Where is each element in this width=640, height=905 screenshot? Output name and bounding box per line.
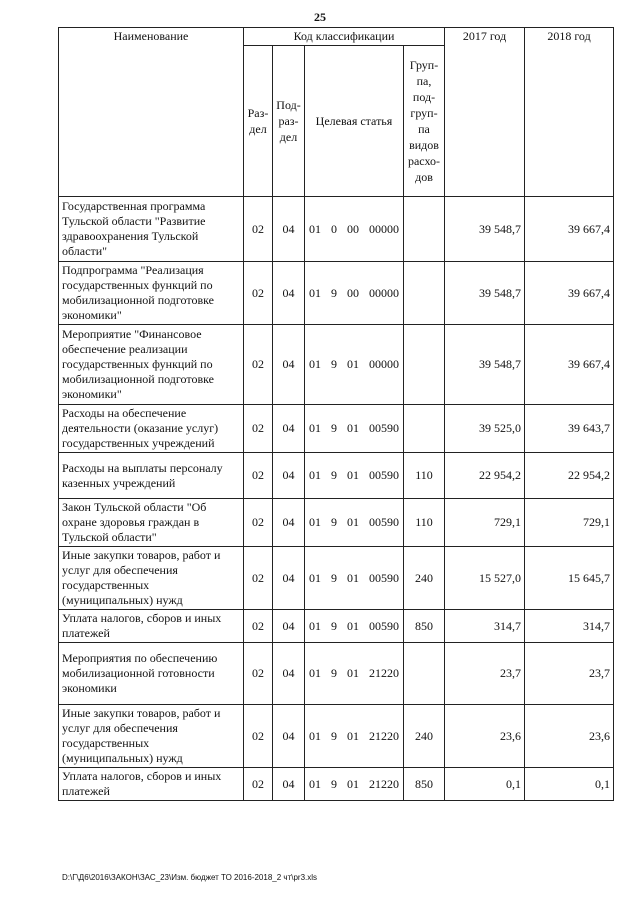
- row-group: [404, 197, 445, 262]
- row-value-2018: 39 643,7: [525, 405, 614, 453]
- row-podrazdel: 04: [273, 547, 305, 610]
- row-value-2017: 0,1: [445, 768, 525, 801]
- row-target-article: 01 9 01 00590: [305, 405, 404, 453]
- row-value-2018: 39 667,4: [525, 325, 614, 405]
- row-razdel: 02: [244, 643, 273, 705]
- table-row: [59, 547, 614, 610]
- row-value-2018: 15 645,7: [525, 547, 614, 610]
- row-group: [404, 405, 445, 453]
- row-razdel: 02: [244, 453, 273, 499]
- row-target-article: 01 9 01 00590: [305, 453, 404, 499]
- header-podrazdel: Под- раз- дел: [273, 46, 305, 197]
- row-value-2017: 23,7: [445, 643, 525, 705]
- header-year-2018: 2018 год: [525, 28, 614, 197]
- row-value-2017: 39 548,7: [445, 262, 525, 325]
- header-target-article: Целевая статья: [305, 46, 404, 197]
- row-value-2017: 314,7: [445, 610, 525, 643]
- row-razdel: 02: [244, 262, 273, 325]
- row-group: 240: [404, 547, 445, 610]
- row-razdel: 02: [244, 705, 273, 768]
- row-value-2018: 39 667,4: [525, 197, 614, 262]
- table-body: [59, 197, 614, 801]
- row-razdel: 02: [244, 768, 273, 801]
- row-podrazdel: 04: [273, 405, 305, 453]
- row-group: [404, 325, 445, 405]
- row-name: Расходы на обеспечение деятельности (оказание услуг) государственных учреждений: [59, 405, 244, 453]
- row-razdel: 02: [244, 405, 273, 453]
- row-group: 850: [404, 610, 445, 643]
- row-value-2017: 39 525,0: [445, 405, 525, 453]
- row-group: [404, 262, 445, 325]
- row-podrazdel: 04: [273, 768, 305, 801]
- table-row: [59, 405, 614, 453]
- row-name: Уплата налогов, сборов и иных платежей: [59, 768, 244, 801]
- row-name: Закон Тульской области "Об охране здоровья граждан в Тульской области": [59, 499, 244, 547]
- row-name: Мероприятия по обеспечению мобилизационной готовности экономики: [59, 643, 244, 705]
- row-value-2017: 15 527,0: [445, 547, 525, 610]
- row-value-2017: 23,6: [445, 705, 525, 768]
- row-value-2018: 0,1: [525, 768, 614, 801]
- row-podrazdel: 04: [273, 325, 305, 405]
- table-row: [59, 643, 614, 705]
- row-razdel: 02: [244, 197, 273, 262]
- table-row: [59, 610, 614, 643]
- row-target-article: 01 0 00 00000: [305, 197, 404, 262]
- header-classification: Код классификации: [244, 28, 445, 46]
- row-target-article: 01 9 01 00590: [305, 499, 404, 547]
- row-name: Иные закупки товаров, работ и услуг для обеспечения государственных (муниципальных) нужд: [59, 547, 244, 610]
- header-year-2017: 2017 год: [445, 28, 525, 197]
- row-value-2018: 729,1: [525, 499, 614, 547]
- row-target-article: 01 9 01 00590: [305, 610, 404, 643]
- row-razdel: 02: [244, 547, 273, 610]
- row-value-2018: 39 667,4: [525, 262, 614, 325]
- row-podrazdel: 04: [273, 610, 305, 643]
- row-podrazdel: 04: [273, 262, 305, 325]
- table-row: [59, 325, 614, 405]
- header-row-top: [59, 28, 614, 46]
- row-target-article: 01 9 00 00000: [305, 262, 404, 325]
- header-group: Груп- па, под- груп- па видов расхо- дов: [404, 46, 445, 197]
- row-group: [404, 643, 445, 705]
- row-value-2017: 39 548,7: [445, 325, 525, 405]
- table-row: [59, 499, 614, 547]
- row-name: Расходы на выплаты персоналу казенных учреждений: [59, 453, 244, 499]
- table-row: [59, 197, 614, 262]
- row-group: 110: [404, 499, 445, 547]
- table-row: [59, 705, 614, 768]
- row-podrazdel: 04: [273, 705, 305, 768]
- row-podrazdel: 04: [273, 643, 305, 705]
- row-value-2017: 22 954,2: [445, 453, 525, 499]
- row-razdel: 02: [244, 610, 273, 643]
- header-name: Наименование: [59, 28, 244, 197]
- row-value-2018: 23,7: [525, 643, 614, 705]
- row-target-article: 01 9 01 21220: [305, 643, 404, 705]
- header-razdel: Раз- дел: [244, 46, 273, 197]
- page-number: 25: [314, 10, 326, 24]
- row-group: 110: [404, 453, 445, 499]
- row-name: Уплата налогов, сборов и иных платежей: [59, 610, 244, 643]
- row-razdel: 02: [244, 325, 273, 405]
- row-target-article: 01 9 01 21220: [305, 768, 404, 801]
- row-value-2017: 39 548,7: [445, 197, 525, 262]
- row-name: Государственная программа Тульской области "Развитие здравоохранения Тульской области": [59, 197, 244, 262]
- row-name: Иные закупки товаров, работ и услуг для обеспечения государственных (муниципальных) нужд: [59, 705, 244, 768]
- row-target-article: 01 9 01 00000: [305, 325, 404, 405]
- table-row: [59, 262, 614, 325]
- row-target-article: 01 9 01 00590: [305, 547, 404, 610]
- row-podrazdel: 04: [273, 499, 305, 547]
- row-value-2018: 314,7: [525, 610, 614, 643]
- table-row: [59, 768, 614, 801]
- table-row: [59, 453, 614, 499]
- footer-file-path: D:\Г\Д6\2016\ЗАКОН\ЗАС_23\Изм. бюджет ТО 2016-2018_2 чт\pr3.xls: [62, 873, 318, 882]
- row-name: Подпрограмма "Реализация государственных функций по мобилизационной подготовке экономики": [59, 262, 244, 325]
- row-group: 850: [404, 768, 445, 801]
- row-podrazdel: 04: [273, 197, 305, 262]
- row-value-2018: 22 954,2: [525, 453, 614, 499]
- row-razdel: 02: [244, 499, 273, 547]
- row-target-article: 01 9 01 21220: [305, 705, 404, 768]
- row-name: Мероприятие "Финансовое обеспечение реализации государственных функций по мобилизационной подготовке экономики": [59, 325, 244, 405]
- row-value-2018: 23,6: [525, 705, 614, 768]
- row-podrazdel: 04: [273, 453, 305, 499]
- budget-table: [58, 27, 614, 801]
- row-group: 240: [404, 705, 445, 768]
- row-value-2017: 729,1: [445, 499, 525, 547]
